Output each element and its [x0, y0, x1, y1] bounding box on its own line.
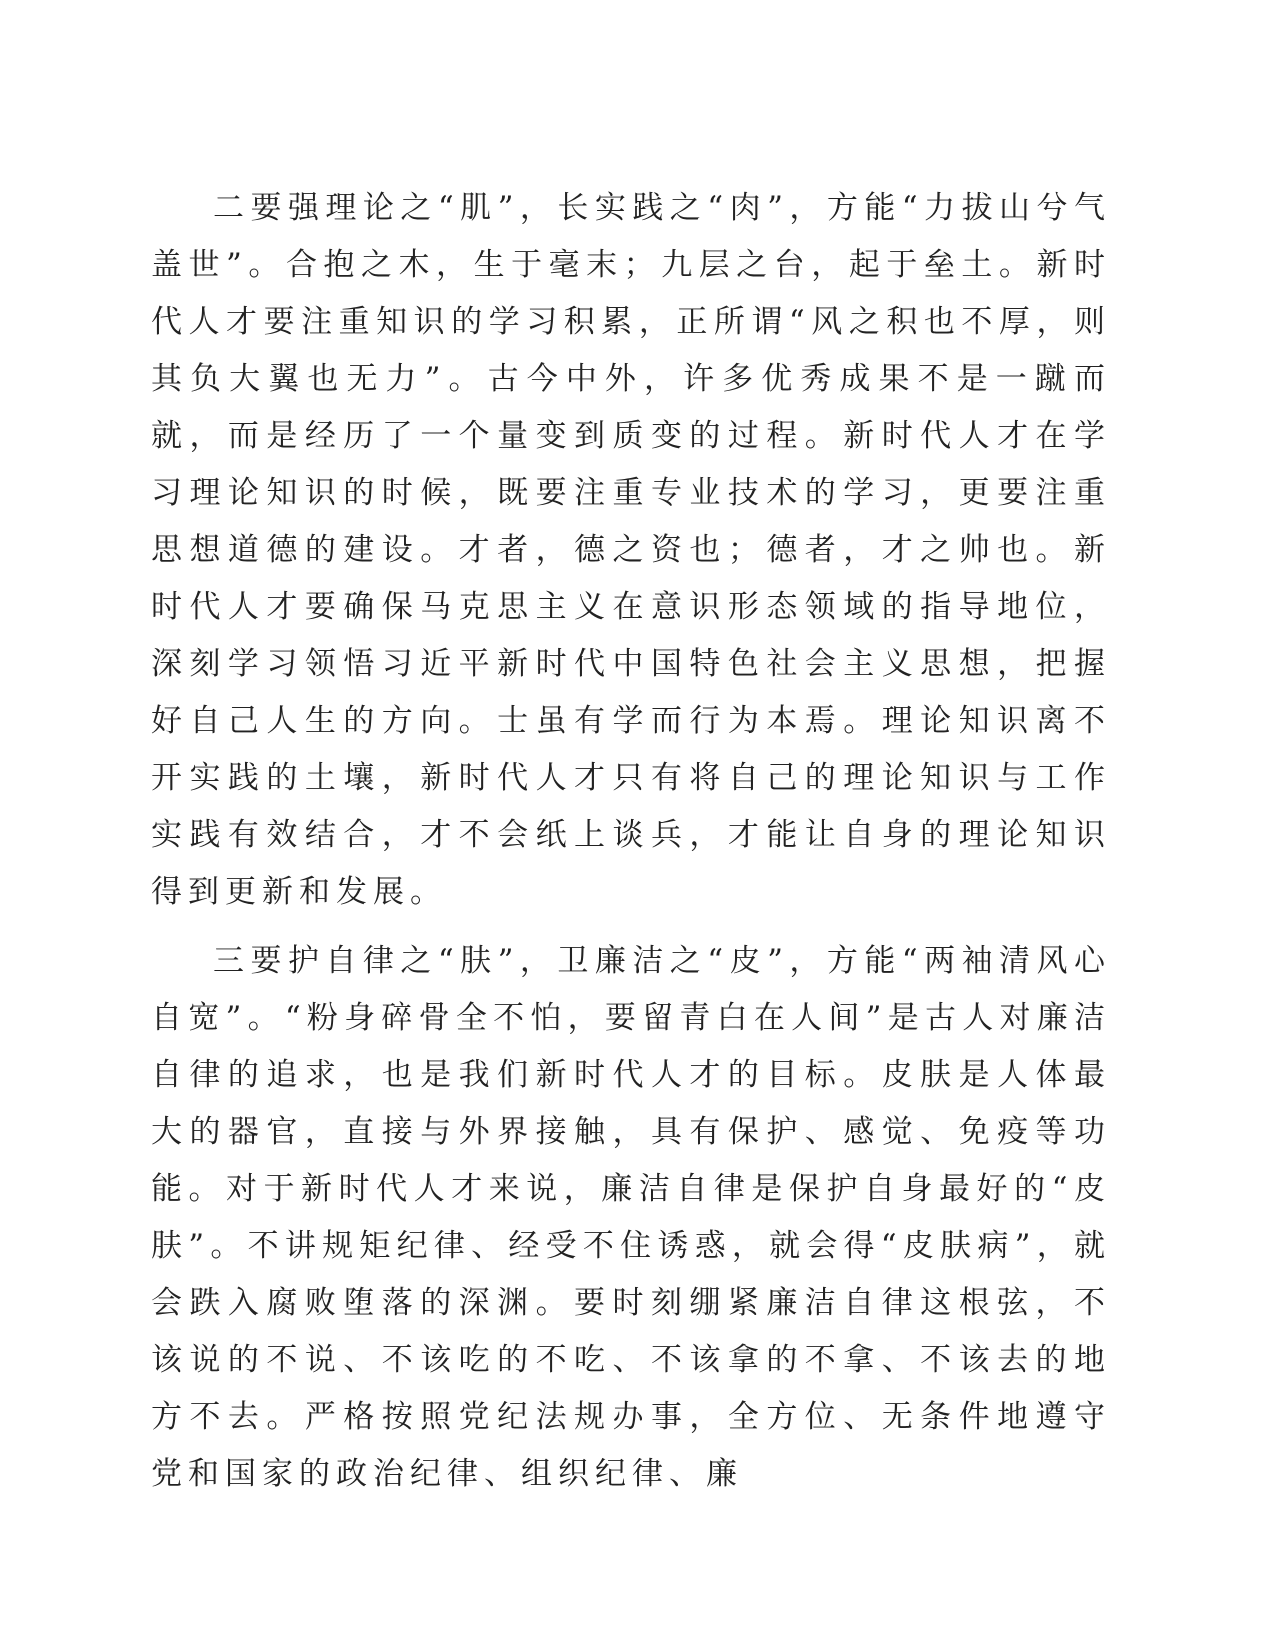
paragraph-self-discipline: 三要护自律之“肤”，卫廉洁之“皮”，方能“两袖清风心自宽”。“粉身碎骨全不怕，要留青白在人间”是古人对廉洁自律的追求，也是我们新时代人才的目标。皮肤是人体最大的器官，直接与外界接触，具有保护、感觉、免疫等功能。对于新时代人才来说，廉洁自律是保护自身最好的“皮肤”。不讲规矩纪律、经受不住诱惑，就会得“皮肤病”，就会跌入腐败堕落的深渊。要时刻绷紧廉洁自律这根弦，不该说的不说、不该吃的不吃、不该拿的不拿、不该去的地方不去。严格按照党纪法规办事，全方位、无条件地遵守党和国家的政治纪律、组织纪律、廉: [151, 943, 1111, 1492]
paragraph-theory-practice: 二要强理论之“肌”，长实践之“肉”，方能“力拔山兮气盖世”。合抱之木，生于毫末；九层之台，起于垒土。新时代人才要注重知识的学习积累，正所谓“风之积也不厚，则其负大翼也无力”。古今中外，许多优秀成果不是一蹴而就，而是经历了一个量变到质变的过程。新时代人才在学习理论知识的时候，既要注重专业技术的学习，更要注重思想道德的建设。才者，德之资也；德者，才之帅也。新时代人才要确保马克思主义在意识形态领域的指导地位，深刻学习领悟习近平新时代中国特色社会主义思想，把握好自己人生的方向。士虽有学而行为本焉。理论知识离不开实践的土壤，新时代人才只有将自己的理论知识与工作实践有效结合，才不会纸上谈兵，才能让自身的理论知识得到更新和发展。: [151, 190, 1111, 910]
document-body: [151, 180, 1111, 1515]
